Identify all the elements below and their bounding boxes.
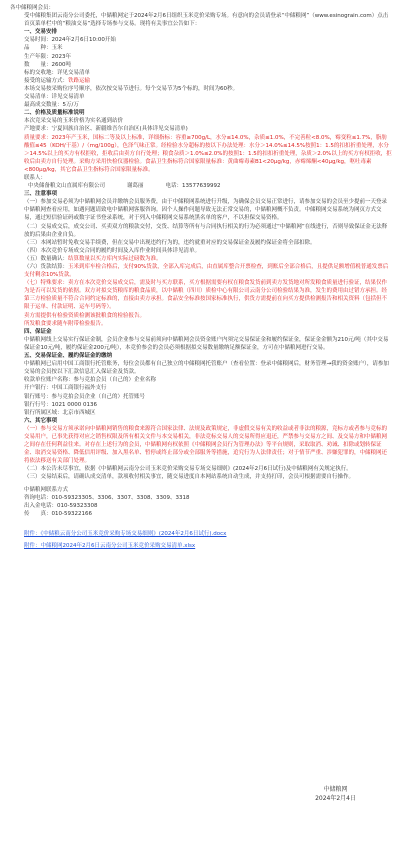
note-6-label: （六）货款结算： — [24, 264, 69, 270]
transport-method — [10, 77, 392, 85]
contact-row — [10, 182, 392, 190]
variety: 品 种：玉米 — [24, 45, 63, 52]
transport-value: 铁路运输 — [68, 77, 91, 84]
bank-account-name: 收款单位账户名称：参与竞拍会员（自己的）企业名称 — [24, 377, 157, 384]
contact-phone: 电话：13577639992 — [165, 183, 221, 190]
delivery-location: 标的交收地：详见交易清单 — [24, 69, 91, 76]
note-5-label: （五）数量确认： — [24, 255, 69, 262]
other-1: （一）参与交易方须承诺向中储粮网销售的粮食来源符合国家法律、法规及政策规定，非虚假交易有关的收益或者非法的粮源，竞标方或者参与竞标的交易用户，已事先获得对应之销售权限及所有相关文件与本交易相关，非法竞标交易人的交易所得应退还，严禁参与交易方之间、及交易方和中储粮网之间存在任何利益往来。对存在上述行为的会员，中储粮网有权依照《中储粮网会员行为管理办法》等平台规则，采取取消、劝诫、扣除或划转保证金、取消交易资格、降低信用评级、加入黑名单、暂停或终止部分或全部服务等措施，追究行为人法律责任；对于情节严重、涉嫌犯罪的，中储粮网还将依法移送有关部门处理。 — [24, 425, 388, 465]
note-1: （一）参加交易必须为中储粮网会员并缴纳会员服务费，由于中储粮网系统进行升级，为确保会员交易正常进行，请参加交易的会员至少提前一天登录中储粮网查看应用，如遇问题请致电中储粮网客服咨询。因个人操作问题导致无法正常交易的，中储粮网概不负责。中储粮网交易系统为网页方式交易，通过短信验证码或数字证书登录系统，对于列入中储粮网交易系统黑名单的客户，不以担保交易资格。 — [24, 199, 388, 222]
price-note: 本次竞采交易的玉米价格为实名通到站价 — [24, 118, 124, 125]
note-5 — [10, 255, 392, 263]
contact-fax: 传 真：010-59322166 — [24, 510, 92, 517]
bank-code: 银行行号：1021 0000 0136 — [24, 401, 97, 408]
quantity: 数 量：2600吨 — [24, 61, 71, 68]
contact-person: 谢葛丽 — [127, 183, 144, 190]
attachment-1[interactable] — [10, 530, 392, 538]
max-price-text: 最高成交数量：5万/万 — [24, 102, 79, 109]
note-3: （三）本网站暂时免收交易手续费，但在交易中出现违约行为的，违约就重对应的交易保证金及履约保证金将全部扣除。 — [24, 239, 316, 246]
bank-name: 开户银行：中国工商银行福外支行 — [24, 385, 107, 392]
note-6 — [10, 263, 392, 279]
intro-paragraph: 受中储粮集团云南分公司委托，中储粮网定于2024年2月6日组织玉米竞价采购专场。有意向的会员请登录“中储粮网”（www.esinograin.com）点击首页菜单栏中的“粮油交易”选择专场参与交易。现将有关事宜公告如下： — [24, 13, 389, 28]
bank-account-number: 银行账号：参与竞拍会员企业（自己的）托管账号 — [24, 393, 146, 400]
section-2-title: 二、价格及质量标准说明 — [24, 110, 85, 117]
deposit-paragraph: 中储粮网线上交易实行保证金制，会员企业参与交易前须向中储粮网会员资金账户内须完交易保证金和履约保证金，保证金金额为210元/吨（其中交易保证金10元/吨，履约保证金200元/吨），本竞价参会的会员必须根据拟交易数量缴纳足额保证金，方可在中储粮网进行交易。 — [24, 336, 389, 351]
production-year: 生产年限：2023年 — [24, 53, 71, 60]
note-5-text: 结算数量以买方库内实际过磅数为准。 — [68, 255, 162, 262]
attachment-2-label[interactable]: 附件： — [24, 543, 41, 549]
transport-label: 接受的运输方式： — [24, 77, 69, 84]
contact-label: 联系人： — [24, 174, 47, 181]
note-7-c: 所发粮食要求随车附带检验报告。 — [24, 320, 107, 327]
quality-requirement: 质量要求：2023年产玉米，国标二等及以上标准，详细指标：容重≥700g/L，水分≤14.0%，杂质≤1.0%，不完善粒<8.0%，霉变粒≤1.7%，脂肪酸值≤45（KOH/干基）/（mg/100g），色泽气味正常。经检验水分超标的按以下办法处理：水分＞14.0%≤14.5%按照1：1.5的扣扣折重处理，水分＞14.5%以上的买方有权拒收，拒收后由卖方自行处理；粮食杂质＞1.0%≤2.0%的按照1：1.5的扣扣折重处理，杂质＞2.0%以上的买方有权拒收，拒收后由卖方自行处理。采购方采用快检仪器检验。食品卫生指标符合国家限量标准：黄曲霉毒素B1<20μg/kg，赤霉烯酮<40μg/kg，呕吐毒素<800μg/kg，其它食品卫生指标符合国家限量标准。 — [24, 134, 392, 173]
section-5-title: 五、交易保证金、履约保证金的缴纳 — [24, 353, 113, 360]
contact-funds: 出入金电话：010-59323308 — [24, 502, 98, 509]
signature-block — [315, 785, 356, 803]
attachment-2[interactable] — [10, 542, 392, 550]
section-6-title: 六、其它事项 — [24, 417, 58, 424]
contact-consult: 咨询电话：010-59323305、3306、3307、3308、3309、3318 — [24, 494, 190, 501]
other-2: （二）本公告未尽事宜，依据《中储粮网云南分公司玉米竞价采购交易专场交易细则》(2024年2月6日试行)及中储粮网有关规定执行。 — [24, 466, 352, 473]
origin-requirement: 产地要求：宁夏回族自治区、新疆维吾尔自治区(具体详见交易清单) — [24, 126, 188, 133]
note-7-b: 卖方需提供有检验资质检测该批粮食的检验报告。 — [24, 312, 146, 319]
attachment-1-link[interactable]: 《中储粮云南分公司玉米竞价采购专场交易细则》(2024年2月6日试行).docx — [40, 530, 227, 537]
contact-company: 中央储备粮文山直属库有限公司 — [28, 183, 106, 190]
attachment-2-link[interactable]: 中储粮网2024年2月6日云南分公司玉米竞价采购交易清单.xlsx — [40, 543, 196, 549]
bank-region: 银行所属区域：北京市西城区 — [24, 409, 96, 416]
note-7: （七）特殊要求：卖方在本次竞价交易成交后，需及时与买方联系，买方根据需要有权在粮食发货前到卖方发货地对所发粮食质量进行验证，结果仅作为是否可以发货的依据。双方对拟交货粮库的粮食品质，以中储粮（四川）质检中心有限公司云南分公司检验结果为准，发生的费用由过错方承担。经第三方检验质量不符合合同约定标准的，直接由卖方承担。食品安全标准按国家标准执行，供货方需提前在向买方提供检测报告和相关资料（包括但不限于运单、付款证明、运车号码等）。 — [24, 280, 388, 311]
other-3: （三）交易结束后，请确认成交清单，款项收付相关事宜，随交易进度自本网站系统自动生成，并支持打印，会员可根据需要自行操作。 — [24, 474, 355, 481]
note-2: （二）交易成交后，成交公司、买卖双方的粮款交付，交货、结算等所有与合同执行相关的行为必须通过“中储粮网”在线进行，否则导致保证金无法释放的后果由企业自负。 — [24, 223, 388, 238]
section-3-title: 三、注意事项 — [24, 191, 58, 198]
footer-date: 2024年2月4日 — [315, 795, 356, 802]
contact-title: 中储粮网联系方式 — [24, 486, 69, 493]
footer-org: 中储粮网 — [323, 786, 348, 793]
payment-paragraph: 中储粮网已启用中国工商银行托管账务，每位会员都有自己独立的中储粮网托管账户（查看位置：登录中储粮网后，财务管理→我的资金账户），请参加交易的会员按以下汇款信息汇入保证金及货款。 — [24, 361, 389, 376]
note-6-text: 玉米到库车检合格后，支付90%货款，全部入库完成后，由直属库整合开票检查，到账后全部合格后，且提供足额增值税普通发票后支付剩余10%货款。 — [24, 264, 389, 279]
section-4-title: 四、保证金 — [24, 328, 52, 335]
max-price — [10, 101, 392, 109]
trade-time: 交易时间：2024年2月6日10:00开始 — [24, 37, 116, 44]
trade-list: 交易清单：详见交易清单 — [24, 94, 85, 101]
trade-order-rule: 本场交易按采购位序号顺序，依次按交易节进行。每个交易节为5个标的，时间为60秒。 — [24, 85, 239, 92]
attachment-1-label[interactable]: 附件： — [24, 530, 41, 537]
salutation: 各中储粮网会员： — [10, 5, 55, 11]
section-1-title: 一、交易安排 — [24, 29, 58, 36]
note-4: （四）本次竞价专场成交合同的履约时间及入库作业时间具体详见清单。 — [24, 247, 201, 254]
